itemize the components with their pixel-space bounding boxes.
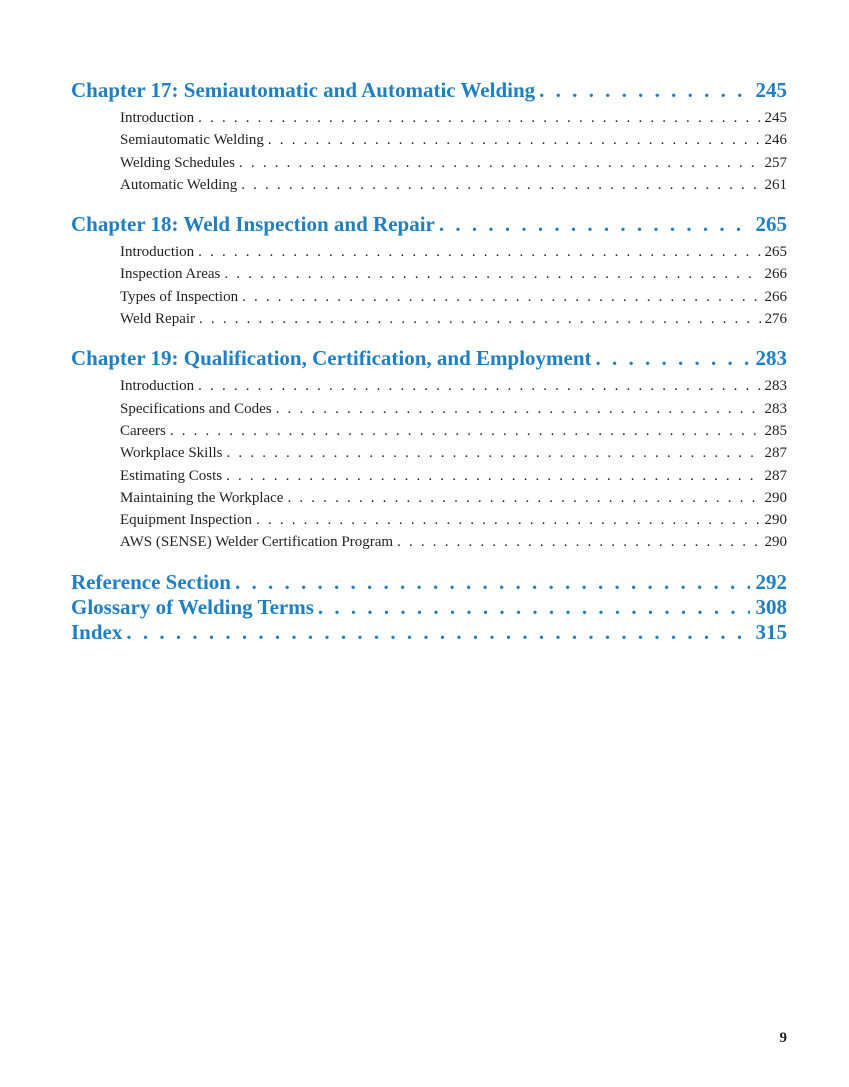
entry-page: 290: [764, 512, 787, 529]
entry-page: 290: [764, 534, 787, 551]
entry-title: Workplace Skills: [120, 445, 223, 462]
chapter-page: 245: [755, 78, 787, 102]
entry-page: 266: [764, 288, 787, 305]
dot-leader: [170, 420, 761, 442]
toc-entry[interactable]: [120, 531, 787, 553]
chapter-heading[interactable]: [71, 346, 787, 371]
chapter-entries: [120, 375, 787, 553]
entry-title: Introduction: [120, 378, 195, 395]
dot-leader: [397, 531, 760, 553]
chapter-entries: [120, 241, 787, 330]
entry-title: Estimating Costs: [120, 467, 223, 484]
entry-page: 283: [764, 400, 787, 417]
glossary-entry[interactable]: [71, 595, 787, 620]
reference-page: 315: [755, 619, 787, 644]
dot-leader: [239, 152, 760, 174]
entry-title: Introduction: [120, 110, 195, 126]
toc-entry[interactable]: [120, 129, 787, 151]
reference-page: 292: [755, 569, 787, 594]
reference-page: 308: [755, 594, 787, 619]
entry-page: 261: [764, 176, 787, 193]
toc-entry[interactable]: [120, 487, 787, 509]
toc-entry[interactable]: [120, 174, 787, 196]
dot-leader: [539, 78, 749, 103]
reference-section-entry[interactable]: [71, 570, 787, 595]
dot-leader: [256, 509, 760, 531]
entry-page: 290: [764, 489, 787, 506]
dot-leader: [241, 174, 760, 196]
toc-entry[interactable]: [120, 263, 787, 285]
dot-leader: [227, 442, 761, 464]
dot-leader: [198, 241, 760, 263]
dot-leader: [198, 375, 760, 397]
reference-entries: [71, 570, 787, 645]
chapter-title: Chapter 19: Qualification, Certification, and Employment: [71, 346, 592, 371]
chapter-heading[interactable]: [71, 78, 787, 103]
entry-page: 276: [764, 311, 787, 328]
toc-entry[interactable]: [120, 152, 787, 174]
entry-page: 285: [764, 422, 787, 439]
dot-leader: [199, 308, 760, 330]
dot-leader: [268, 129, 761, 151]
dot-leader: [126, 620, 749, 645]
dot-leader: [276, 398, 761, 420]
chapter-title: Chapter 17: Semiautomatic and Automatic Welding: [71, 78, 536, 102]
reference-title: Glossary of Welding Terms: [71, 594, 314, 619]
entry-title: AWS (SENSE) Welder Certification Program: [120, 534, 394, 551]
dot-leader: [226, 465, 760, 487]
chapter-title: Chapter 18: Weld Inspection and Repair: [71, 212, 435, 237]
chapter-17: [71, 78, 787, 196]
reference-title: Index: [71, 619, 123, 644]
chapter-entries: [120, 107, 787, 196]
entry-title: Introduction: [120, 244, 195, 261]
chapter-18: [71, 212, 787, 330]
reference-title: Reference Section: [71, 569, 231, 594]
entry-page: 246: [764, 132, 787, 149]
dot-leader: [224, 263, 760, 285]
toc-entry[interactable]: [120, 241, 787, 263]
entry-title: Specifications and Codes: [120, 400, 272, 417]
chapter-page: 265: [755, 212, 787, 237]
toc-entry[interactable]: [120, 375, 787, 397]
chapter-page: 283: [755, 346, 787, 371]
page-number: 9: [779, 1030, 787, 1046]
entry-page: 287: [764, 467, 787, 484]
toc-entry[interactable]: [120, 465, 787, 487]
entry-page: 283: [764, 378, 787, 395]
entry-page: 245: [764, 110, 787, 126]
chapter-19: [71, 346, 787, 553]
entry-page: 287: [764, 445, 787, 462]
toc-entry[interactable]: [120, 107, 787, 129]
entry-title: Types of Inspection: [120, 288, 239, 305]
entry-title: Semiautomatic Welding: [120, 132, 264, 149]
entry-title: Welding Schedules: [120, 154, 236, 171]
index-entry[interactable]: [71, 620, 787, 645]
chapter-heading[interactable]: [71, 212, 787, 237]
toc-entry[interactable]: [120, 442, 787, 464]
dot-leader: [235, 570, 750, 595]
dot-leader: [198, 107, 760, 129]
toc-entry[interactable]: [120, 509, 787, 531]
entry-title: Careers: [120, 422, 166, 439]
toc-entry[interactable]: [120, 308, 787, 330]
dot-leader: [596, 346, 750, 371]
dot-leader: [318, 595, 750, 620]
dot-leader: [439, 212, 750, 237]
entry-page: 265: [764, 244, 787, 261]
entry-title: Inspection Areas: [120, 266, 221, 283]
entry-title: Weld Repair: [120, 311, 196, 328]
entry-title: Maintaining the Workplace: [120, 489, 284, 506]
dot-leader: [287, 487, 760, 509]
table-of-contents: [71, 78, 787, 645]
toc-entry[interactable]: [120, 286, 787, 308]
entry-title: Automatic Welding: [120, 176, 238, 193]
entry-page: 266: [764, 266, 787, 283]
toc-entry[interactable]: [120, 420, 787, 442]
entry-title: Equipment Inspection: [120, 512, 253, 529]
entry-page: 257: [764, 154, 787, 171]
dot-leader: [242, 286, 760, 308]
toc-entry[interactable]: [120, 398, 787, 420]
